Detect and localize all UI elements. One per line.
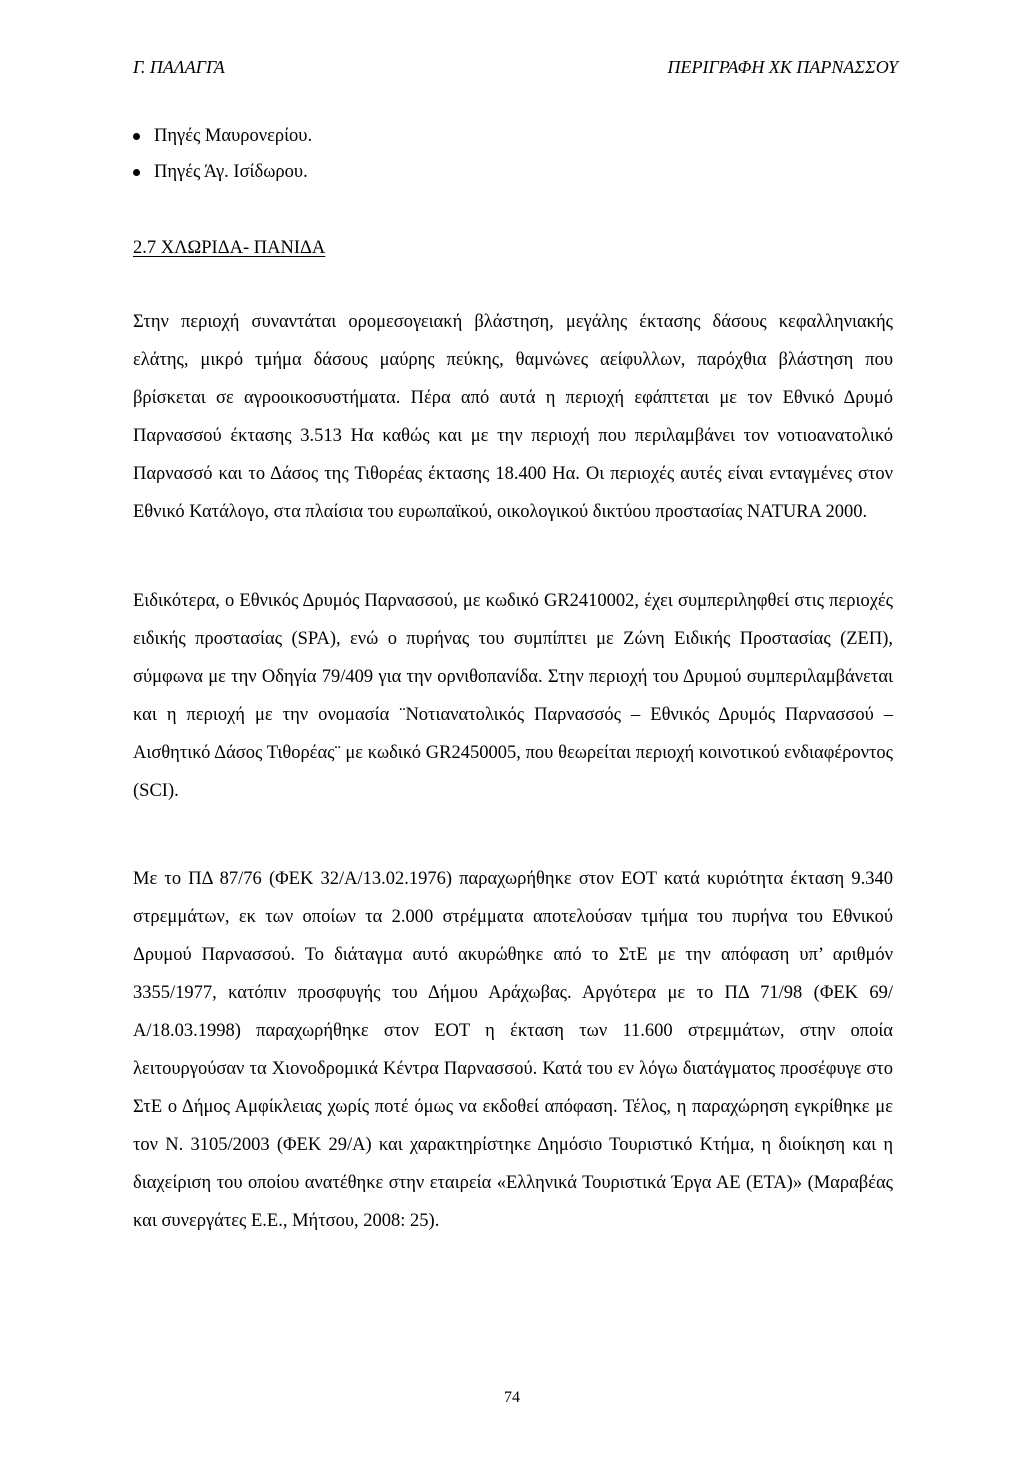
header-title: ΠΕΡΙΓΡΑΦΗ ΧΚ ΠΑΡΝΑΣΣΟΥ [667, 57, 898, 77]
list-item [133, 154, 893, 190]
bullet-icon [133, 133, 140, 140]
paragraph: Στην περιοχή συναντάται ορομεσογειακή βλάστηση, μεγάλης έκτασης δάσους κεφαλληνιακής ελάτης, μικρό τμήμα δάσους μαύρης πεύκης, θαμνώνες αείφυλλων, παρόχθια βλάστηση που βρίσκεται σε αγροοικοσυστήματα. Πέρα από αυτά η περιοχή εφάπτεται με τον Εθνικό Δρυμό Παρνασσού έκτασης 3.513 Ηα καθώς και με την περιοχή που περιλαμβάνει τον νοτιοανατολικό Παρνασσό και το Δάσος της Τιθορέας έκτασης 18.400 Ηα. Οι περιοχές αυτές είναι ενταγμένες στον Εθνικό Κατάλογο, στα πλαίσια του ευρωπαϊκού, οικολογικού δικτύου προστασίας NATURA 2000. [133, 312, 893, 522]
paragraph: Με το ΠΔ 87/76 (ΦΕΚ 32/Α/13.02.1976) παραχωρήθηκε στον ΕΟΤ κατά κυριότητα έκταση 9.340 στρεμμάτων, εκ των οποίων τα 2.000 στρέμματα αποτελούσαν τμήμα του πυρήνα του Εθνικού Δρυμού Παρνασσού. Το διάταγμα αυτό ακυρώθηκε από το ΣτΕ με την απόφαση υπ’ αριθμόν 3355/1977, κατόπιν προσφυγής του Δήμου Αράχωβας. Αργότερα με το ΠΔ 71/98 (ΦΕΚ 69/Α/18.03.1998) παραχωρήθηκε στον ΕΟΤ η έκταση των 11.600 στρεμμάτων, στην οποία λειτουργούσαν τα Χιονοδρομικά Κέντρα Παρνασσού. Κατά του εν λόγω διατάγματος προσέφυγε στο ΣτΕ ο Δήμος Αμφίκλειας χωρίς ποτέ όμως να εκδοθεί απόφαση. Τέλος, η παραχώρηση εγκρίθηκε με τον Ν. 3105/2003 (ΦΕΚ 29/Α) και χαρακτηρίστηκε Δημόσιο Τουριστικό Κτήμα, η διοίκηση και η διαχείριση του οποίου ανατέθηκε στην εταιρεία «Ελληνικά Τουριστικά Έργα ΑΕ (ΕΤΑ)» (Μαραβέας και συνεργάτες Ε.Ε., Μήτσου, 2008: 25). [133, 869, 893, 1231]
page-number: 74 [504, 1389, 520, 1406]
header-author: Γ. ΠΑΛΑΓΓΑ [133, 57, 225, 77]
paragraph: Ειδικότερα, ο Εθνικός Δρυμός Παρνασσού, με κωδικό GR2410002, έχει συμπεριληφθεί στις περιοχές ειδικής προστασίας (SPA), ενώ ο πυρήνας του συμπίπτει με Ζώνη Ειδικής Προστασίας (ΖΕΠ), σύμφωνα με την Οδηγία 79/409 για την ορνιθοπανίδα. Στην περιοχή του Δρυμού συμπεριλαμβάνεται και η περιοχή με την ονομασία ¨Νοτιανατολικός Παρνασσός – Εθνικός Δρυμός Παρνασσού – Αισθητικό Δάσος Τιθορέας¨ με κωδικό GR2450005, που θεωρείται περιοχή κοινοτικού ενδιαφέροντος (SCI). [133, 591, 893, 801]
springs-list [133, 118, 893, 190]
running-header [133, 55, 898, 85]
bullet-icon [133, 169, 140, 176]
section-heading: 2.7 ΧΛΩΡΙΔΑ- ΠΑΝΙΔΑ [133, 238, 326, 258]
list-item [133, 118, 893, 154]
list-item-text: Πηγές Μαυρονερίου. [154, 126, 313, 146]
list-item-text: Πηγές Άγ. Ισίδωρου. [154, 162, 308, 182]
